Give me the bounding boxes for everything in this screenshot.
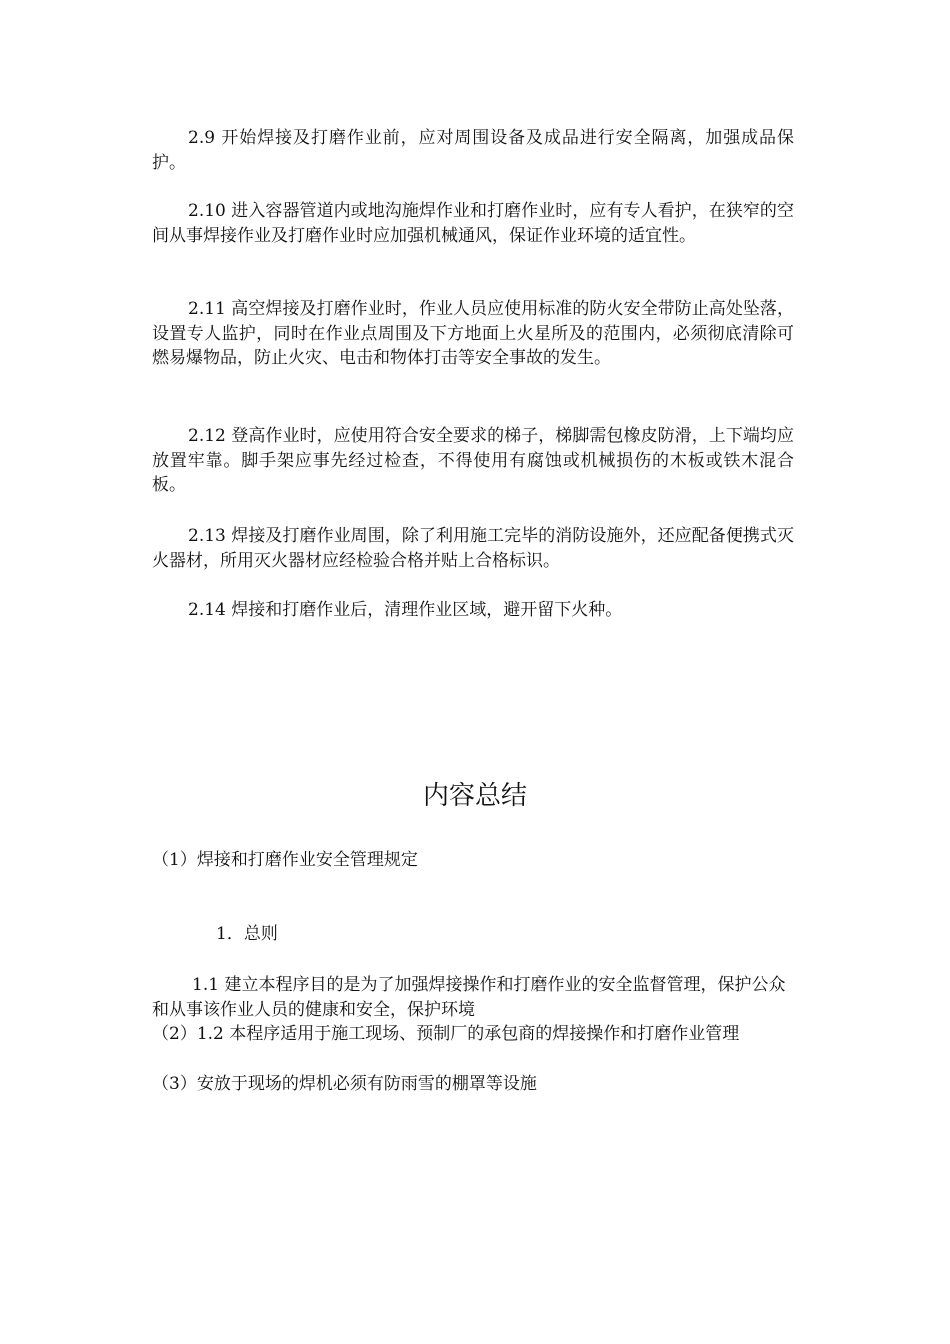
summary-item-2: （2）1.2 本程序适用于施工现场、预制厂的承包商的焊接操作和打磨作业管理 (152, 1024, 740, 1044)
paragraph-2-9: 2.9 开始焊接及打磨作业前，应对周围设备及成品进行安全隔离，加强成品保护。 (152, 128, 794, 173)
paragraph-2-11: 2.11 高空焊接及打磨作业时，作业人员应使用标准的防火安全带防止高处坠落，设置专人监护，同时在作业点周围及下方地面上火星所及的范围内，必须彻底清除可燃易爆物品，防止火灾、电击和物体打击等安全事故的发生。 (152, 299, 794, 368)
paragraph-2-13: 2.13 焊接及打磨作业周围，除了利用施工完毕的消防设施外，还应配备便携式灭火器材，所用灭火器材应经检验合格并贴上合格标识。 (152, 526, 794, 571)
summary-item-1: （1）焊接和打磨作业安全管理规定 (152, 850, 418, 870)
paragraph-2-12: 2.12 登高作业时，应使用符合安全要求的梯子，梯脚需包橡皮防滑，上下端均应放置牢靠。脚手架应事先经过检查，不得使用有腐蚀或机械损伤的木板或铁木混合板。 (152, 426, 794, 495)
summary-title: 内容总结 (422, 781, 527, 811)
summary-item-3: （3）安放于现场的焊机必须有防雨雪的棚罩等设施 (152, 1074, 537, 1094)
paragraph-2-14: 2.14 焊接和打磨作业后，清理作业区域，避开留下火种。 (188, 600, 623, 620)
section-heading: 1．总则 (216, 924, 278, 944)
summary-line-1-1: 1.1 建立本程序目的是为了加强焊接操作和打磨作业的安全监督管理，保护公众和从事该作业人员的健康和安全，保护环境 (152, 975, 786, 1020)
paragraph-2-10: 2.10 进入容器管道内或地沟施焊作业和打磨作业时，应有专人看护，在狭窄的空间从事焊接作业及打磨作业时应加强机械通风，保证作业环境的适宜性。 (152, 201, 794, 246)
